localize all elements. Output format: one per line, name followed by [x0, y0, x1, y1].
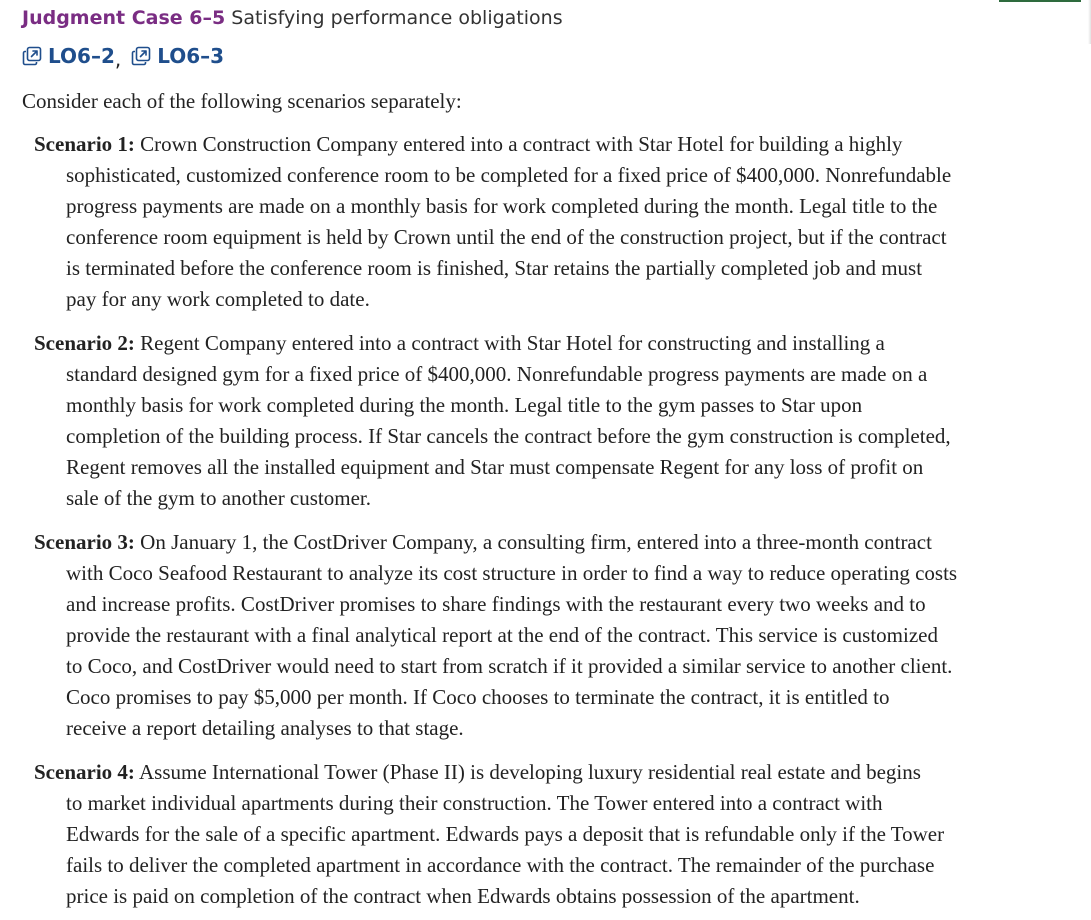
lo-separator: ,	[114, 47, 122, 71]
scenario-first-line	[34, 527, 1088, 558]
scenario-text-line: progress payments are made on a monthly basis for work completed during the month. Legal title to the	[66, 194, 938, 218]
scenario-text-line: monthly basis for work completed during the month. Legal title to the gym passes to Star upon	[66, 393, 863, 417]
scenario-text-line: pay for any work completed to date.	[66, 287, 370, 311]
scenario-text-line: completion of the building process. If Star cancels the contract before the gym construction is completed,	[66, 424, 951, 448]
scenario-text-line: Coco promises to pay $5,000 per month. If Coco chooses to terminate the contract, it is entitled to	[66, 685, 890, 709]
scenario-text-line: sale of the gym to another customer.	[66, 486, 372, 510]
lo-link-6-2[interactable]	[22, 42, 115, 70]
case-number: Judgment Case 6–5	[22, 7, 226, 29]
scenario-text: On January 1, the CostDriver Company, a consulting firm, entered into a three-month contract	[134, 530, 932, 554]
scenario-4	[34, 757, 1088, 912]
scenario-text: Regent Company entered into a contract with Star Hotel for constructing and installing a	[134, 331, 885, 355]
lo-label: LO6–2	[48, 44, 115, 68]
case-title: Satisfying performance obligations	[231, 7, 563, 29]
scenario-text-line: conference room equipment is held by Crown until the end of the construction project, but if the contract	[66, 225, 947, 249]
scenario-text-line: to market individual apartments during their construction. The Tower entered into a contract with	[66, 791, 883, 815]
scenario-text-line: price is paid on completion of the contract when Edwards obtains possession of the apartment.	[66, 884, 860, 908]
scenario-text-line: fails to deliver the completed apartment in accordance with the contract. The remainder of the purchase	[66, 853, 935, 877]
scenario-text-line: with Coco Seafood Restaurant to analyze its cost structure in order to find a way to reduce operating costs	[66, 561, 958, 585]
scenario-text: Crown Construction Company entered into a contract with Star Hotel for building a highly	[134, 132, 903, 156]
scenario-text-line: receive a report detailing analyses to that stage.	[66, 716, 464, 740]
scenario-3	[34, 527, 1088, 744]
learning-objectives	[22, 42, 224, 73]
scenario-text-line: and increase profits. CostDriver promises to share findings with the restaurant every two weeks and to	[66, 592, 926, 616]
scenario-label: Scenario 2:	[34, 331, 135, 355]
case-header	[22, 5, 563, 31]
scenario-text-line: sophisticated, customized conference room to be completed for a fixed price of $400,000. Nonrefundable	[66, 163, 952, 187]
scenario-text-line: Regent removes all the installed equipment and Star must compensate Regent for any loss of profit on	[66, 455, 924, 479]
scenario-text-line: Edwards for the sale of a specific apartment. Edwards pays a deposit that is refundable only if the Tower	[66, 822, 945, 846]
top-divider	[999, 0, 1081, 2]
lo-label: LO6–3	[157, 44, 225, 68]
scenario-text-line: to Coco, and CostDriver would need to start from scratch if it provided a similar service to another client.	[66, 654, 953, 678]
scenario-text-line: standard designed gym for a fixed price of $400,000. Nonrefundable progress payments are made on a	[66, 362, 928, 386]
scenario-label: Scenario 4:	[34, 760, 135, 784]
scenario-first-line	[34, 129, 1088, 160]
scenario-1	[34, 129, 1088, 315]
scenario-2	[34, 328, 1088, 514]
scenario-text-line: provide the restaurant with a final analytical report at the end of the contract. This service is customized	[66, 623, 938, 647]
scenario-first-line	[34, 757, 1088, 788]
scenario-first-line	[34, 328, 1088, 359]
external-link-icon	[131, 46, 151, 66]
scenario-text: Assume International Tower (Phase II) is developing luxury residential real estate and begins	[134, 760, 921, 784]
external-link-icon	[22, 46, 42, 66]
scenario-label: Scenario 1:	[34, 132, 135, 156]
scenario-label: Scenario 3:	[34, 530, 135, 554]
lo-link-6-3[interactable]	[131, 42, 224, 70]
scenario-text-line: is terminated before the conference room is finished, Star retains the partially completed job and must	[66, 256, 923, 280]
intro-text: Consider each of the following scenarios separately:	[22, 89, 462, 113]
